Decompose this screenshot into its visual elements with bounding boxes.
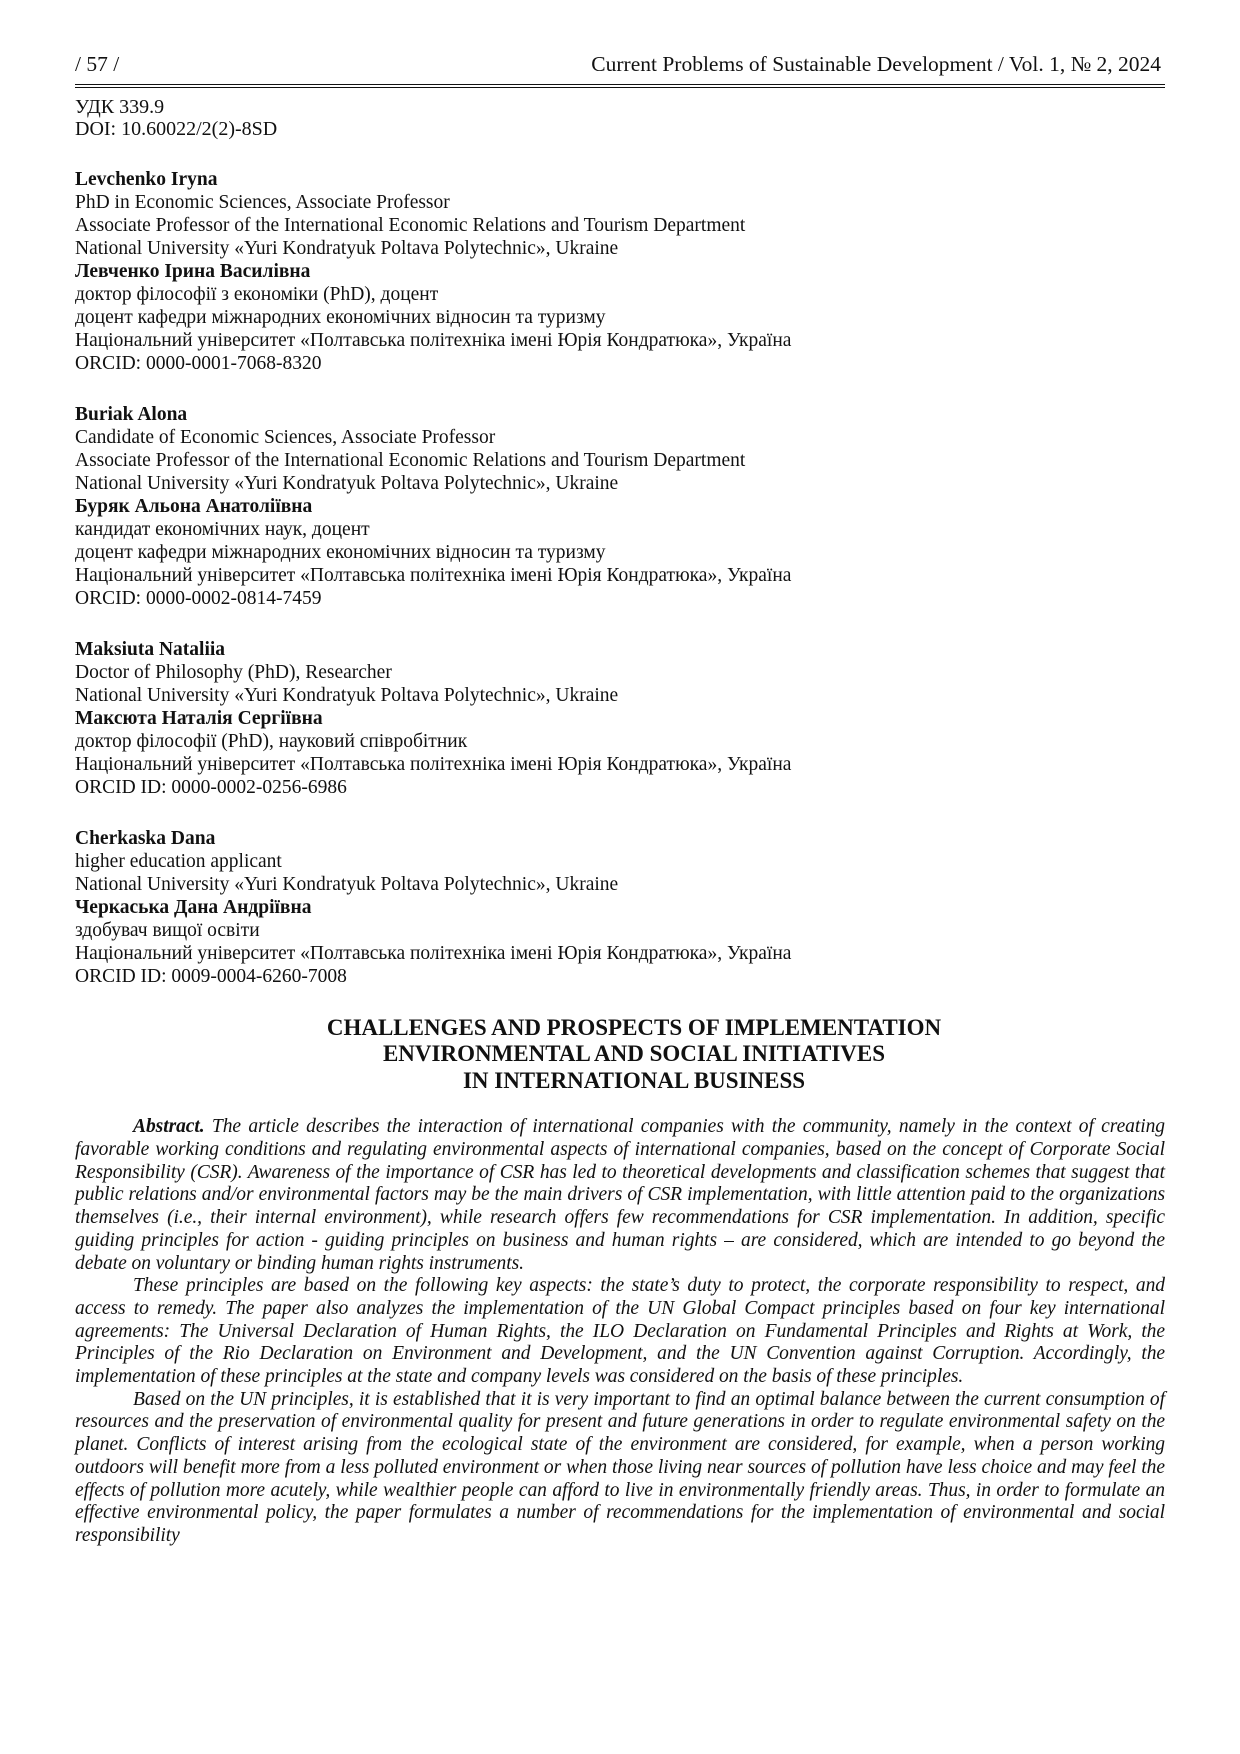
author-name-uk: Буряк Альона Анатоліївна (75, 495, 313, 517)
author-affiliation-en: PhD in Economic Sciences, Associate Professor (75, 191, 450, 213)
doi: DOI: 10.60022/2(2)-8SD (75, 117, 278, 140)
author-orcid: ORCID: 0000-0002-0814-7459 (75, 587, 322, 609)
author-affiliation-uk: кандидат економічних наук, доцент (75, 518, 370, 540)
header-rule-secondary (75, 87, 1165, 88)
title-line: IN INTERNATIONAL BUSINESS (462, 1067, 806, 1093)
udc-code: УДК 339.9 (75, 95, 165, 118)
author-entry (75, 403, 1165, 610)
author-affiliation-uk: Національний університет «Полтавська політехніка імені Юрія Кондратюка», Україна (75, 329, 792, 351)
author-affiliation-uk: Національний університет «Полтавська політехніка імені Юрія Кондратюка», Україна (75, 564, 792, 586)
author-affiliation-uk: доктор філософії (PhD), науковий співробітник (75, 730, 468, 752)
journal-title: Current Problems of Sustainable Development / Vol. 1, № 2, 2024 (591, 52, 1161, 76)
abstract-label: Abstract. (133, 1116, 205, 1138)
author-orcid: ORCID: 0000-0001-7068-8320 (75, 352, 322, 374)
author-affiliation-en: Doctor of Philosophy (PhD), Researcher (75, 661, 392, 683)
author-orcid: ORCID ID: 0000-0002-0256-6986 (75, 776, 347, 798)
abstract-paragraph: These principles are based on the following key aspects: the state’s duty to protect, the corporate responsibility to respect, and access to remedy. The paper also analyzes the implementation of the UN Global Compact principles based on four key international agreements: The Universal Declaration of Human Rights, the ILO Declaration on Fundamental Principles and Rights at Work, the Principles of the Rio Declaration on Environment and Development, and the UN Convention against Corruption. Accordingly, the implementation of these principles at the state and company levels was considered on the basis of these principles. (75, 1275, 1165, 1388)
author-orcid: ORCID ID: 0009-0004-6260-7008 (75, 965, 347, 987)
author-affiliation-en: National University «Yuri Kondratyuk Poltava Polytechnic», Ukraine (75, 873, 619, 895)
title-line: CHALLENGES AND PROSPECTS OF IMPLEMENTATION (326, 1014, 942, 1040)
author-name-uk: Черкаська Дана Андріївна (75, 896, 312, 918)
author-name-en: Buriak Alona (75, 403, 188, 425)
author-affiliation-en: higher education applicant (75, 850, 282, 872)
title-line: ENVIRONMENTAL AND SOCIAL INITIATIVES (382, 1041, 886, 1067)
article-title (75, 1015, 1165, 1095)
article-meta (75, 96, 1165, 140)
author-affiliation-en: Candidate of Economic Sciences, Associate Professor (75, 426, 496, 448)
abstract (75, 1116, 1165, 1547)
author-affiliation-uk: доцент кафедри міжнародних економічних відносин та туризму (75, 541, 606, 563)
author-affiliation-en: Associate Professor of the International Economic Relations and Tourism Department (75, 449, 746, 471)
author-name-en: Levchenko Iryna (75, 168, 218, 190)
author-affiliation-en: National University «Yuri Kondratyuk Poltava Polytechnic», Ukraine (75, 684, 619, 706)
author-entry (75, 827, 1165, 988)
authors-block (75, 168, 1165, 988)
author-name-uk: Максюта Наталія Сергіївна (75, 707, 323, 729)
author-entry (75, 168, 1165, 375)
paper-page (75, 52, 1165, 1548)
abstract-paragraph (75, 1116, 1165, 1275)
author-affiliation-uk: доктор філософії з економіки (PhD), доцент (75, 283, 439, 305)
author-affiliation-en: National University «Yuri Kondratyuk Poltava Polytechnic», Ukraine (75, 472, 619, 494)
author-affiliation-uk: доцент кафедри міжнародних економічних відносин та туризму (75, 306, 606, 328)
author-entry (75, 638, 1165, 799)
author-affiliation-uk: Національний університет «Полтавська політехніка імені Юрія Кондратюка», Україна (75, 753, 792, 775)
page-number: / 57 / (75, 52, 120, 76)
author-name-en: Cherkaska Dana (75, 827, 216, 849)
author-affiliation-en: National University «Yuri Kondratyuk Poltava Polytechnic», Ukraine (75, 237, 619, 259)
abstract-paragraph: Based on the UN principles, it is established that it is very important to find an optimal balance between the current consumption of resources and the preservation of environmental quality for present and future generations in order to regulate environmental safety on the planet. Conflicts of interest arising from the ecological state of the environment are considered, for example, when a person working outdoors will benefit more from a less polluted environment or when those living near sources of pollution have less choice and may feel the effects of pollution more acutely, while wealthier people can afford to live in environmentally friendly areas. Thus, in order to formulate an effective environmental policy, the paper formulates a number of recommendations for the implementation of environmental and social responsibility (75, 1388, 1165, 1546)
running-header (75, 52, 1165, 78)
author-name-en: Maksiuta Nataliia (75, 638, 226, 660)
author-name-uk: Левченко Ірина Василівна (75, 260, 311, 282)
header-rule (75, 84, 1165, 85)
author-affiliation-uk: Національний університет «Полтавська політехніка імені Юрія Кондратюка», Україна (75, 942, 792, 964)
author-affiliation-en: Associate Professor of the International Economic Relations and Tourism Department (75, 214, 746, 236)
author-affiliation-uk: здобувач вищої освіти (75, 919, 260, 941)
abstract-text: The article describes the interaction of international companies with the community, namely in the context of creating favorable working conditions and regulating environmental aspects of international companies, based on the concept of Corporate Social Responsibility (CSR). Awareness of the importance of CSR has led to theoretical developments and classification schemes that suggest that public relations and/or environmental factors may be the main drivers of CSR implementation, with little attention paid to the organizations themselves (i.e., their internal environment), while research offers few recommendations for CSR implementation. In addition, specific guiding principles for action - guiding principles on business and human rights – are considered, which are intended to go beyond the debate on voluntary or binding human rights instruments. (75, 1116, 1166, 1274)
